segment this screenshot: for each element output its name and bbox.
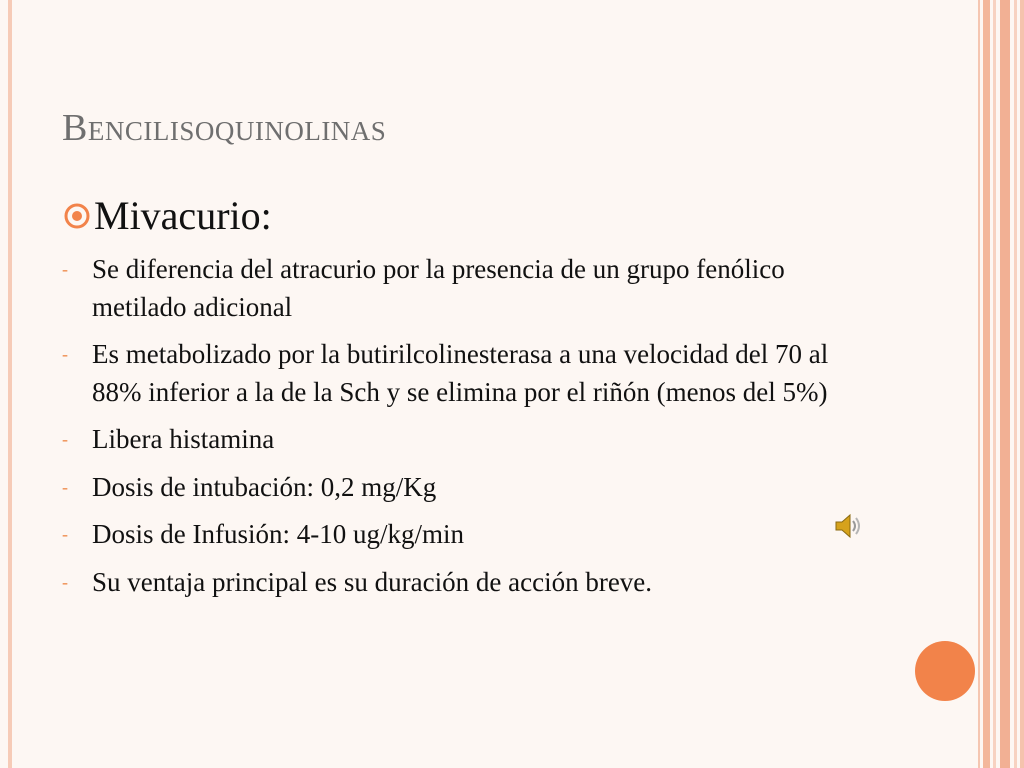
dash-bullet: - [62, 259, 68, 279]
dash-bullet: - [62, 571, 68, 592]
slide-title: Bencilisoquinolinas [62, 107, 387, 149]
list-item [62, 421, 882, 459]
left-rule [8, 0, 12, 768]
heading-mivacurio: Mivacurio: [94, 193, 272, 238]
list-item [62, 336, 882, 411]
list-item-text: Su ventaja principal es su duración de acción breve. [92, 566, 653, 597]
circle-bullet-icon [62, 201, 92, 231]
speaker-icon[interactable] [832, 510, 864, 542]
right-decorative-bars [978, 0, 1024, 768]
dash-bullet: - [62, 429, 68, 449]
dash-bullet: - [62, 524, 68, 544]
list-item-text: Libera histamina [92, 424, 275, 454]
bullet-list [62, 251, 882, 601]
list-item-text: Dosis de intubación: 0,2 mg/Kg [92, 471, 437, 502]
dash-bullet: - [62, 344, 68, 364]
list-item [62, 516, 882, 554]
list-item-text: Se diferencia del atracurio por la presencia de un grupo fenólico metilado adicional [92, 254, 785, 322]
list-item [62, 469, 882, 507]
heading-row [62, 192, 272, 240]
dash-bullet: - [62, 476, 68, 497]
list-item [62, 564, 882, 602]
orange-circle [915, 641, 975, 701]
list-item [62, 251, 882, 326]
list-item-text: Es metabolizado por la butirilcolinesterasa a una velocidad del 70 al 88% inferior a la de la Sch y se elimina por el riñón (menos del 5%) [92, 339, 829, 407]
list-item-text: Dosis de Infusión: 4-10 ug/kg/min [92, 519, 464, 549]
